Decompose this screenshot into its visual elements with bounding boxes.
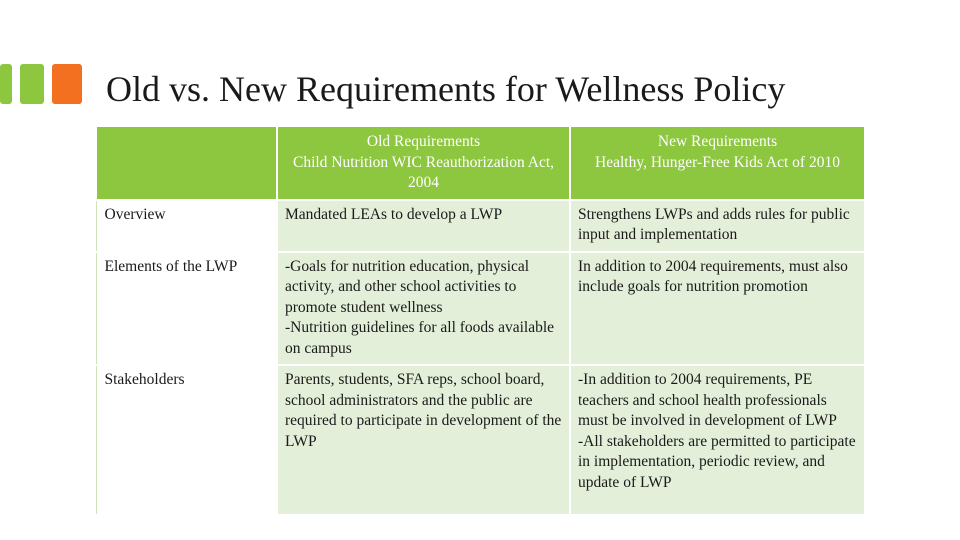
requirements-table xyxy=(95,125,866,516)
row-label-elements: Elements of the LWP xyxy=(96,252,277,366)
stakeholders-old-text: Parents, students, SFA reps, school board, school administrators and the public are required to participate in development of the LWP xyxy=(285,371,562,450)
decor-bar-orange xyxy=(52,64,82,104)
stakeholders-new-permitted: -All stakeholders are permitted to participate in implementation, periodic review, and update of LWP xyxy=(578,432,856,491)
table-header-row xyxy=(96,126,865,200)
header-old-title: Old Requirements xyxy=(366,133,481,150)
header-new-title: New Requirements xyxy=(657,133,778,150)
stakeholders-new-involved: -In addition to 2004 requirements, PE teachers and school health professionals must be involved in development of LWP xyxy=(578,371,837,429)
slide-title: Old vs. New Requirements for Wellness Policy xyxy=(106,69,786,109)
decor-bar-green xyxy=(20,64,44,104)
elements-old-goals: -Goals for nutrition education, physical activity, and other school activities to promote student wellness xyxy=(285,257,530,316)
row-label-stakeholders: Stakeholders xyxy=(96,365,277,515)
elements-old-guidelines: -Nutrition guidelines for all foods available on campus xyxy=(285,319,555,357)
header-new-subtitle: Healthy, Hunger-Free Kids Act of 2010 xyxy=(595,153,840,171)
header-old-requirements xyxy=(277,126,570,200)
table-row-stakeholders xyxy=(96,365,865,515)
header-new-requirements xyxy=(570,126,865,200)
overview-new-text: Strengthens LWPs and adds rules for public input and implementation xyxy=(578,205,850,243)
stakeholders-old-cell xyxy=(277,365,570,515)
table-row-elements xyxy=(96,252,865,366)
header-old-subtitle: Child Nutrition WIC Reauthorization Act, 2004 xyxy=(292,153,555,191)
header-corner-cell xyxy=(96,126,277,200)
overview-new-cell xyxy=(570,200,865,252)
overview-old-text: Mandated LEAs to develop a LWP xyxy=(285,205,503,223)
stakeholders-new-cell xyxy=(570,365,865,515)
table-row-overview xyxy=(96,200,865,252)
row-label-overview: Overview xyxy=(96,200,277,252)
elements-new-cell xyxy=(570,252,865,366)
decor-bar-green-small xyxy=(0,64,12,104)
elements-old-cell xyxy=(277,252,570,366)
elements-new-text: In addition to 2004 requirements, must also include goals for nutrition promotion xyxy=(578,257,848,295)
overview-old-cell xyxy=(277,200,570,252)
